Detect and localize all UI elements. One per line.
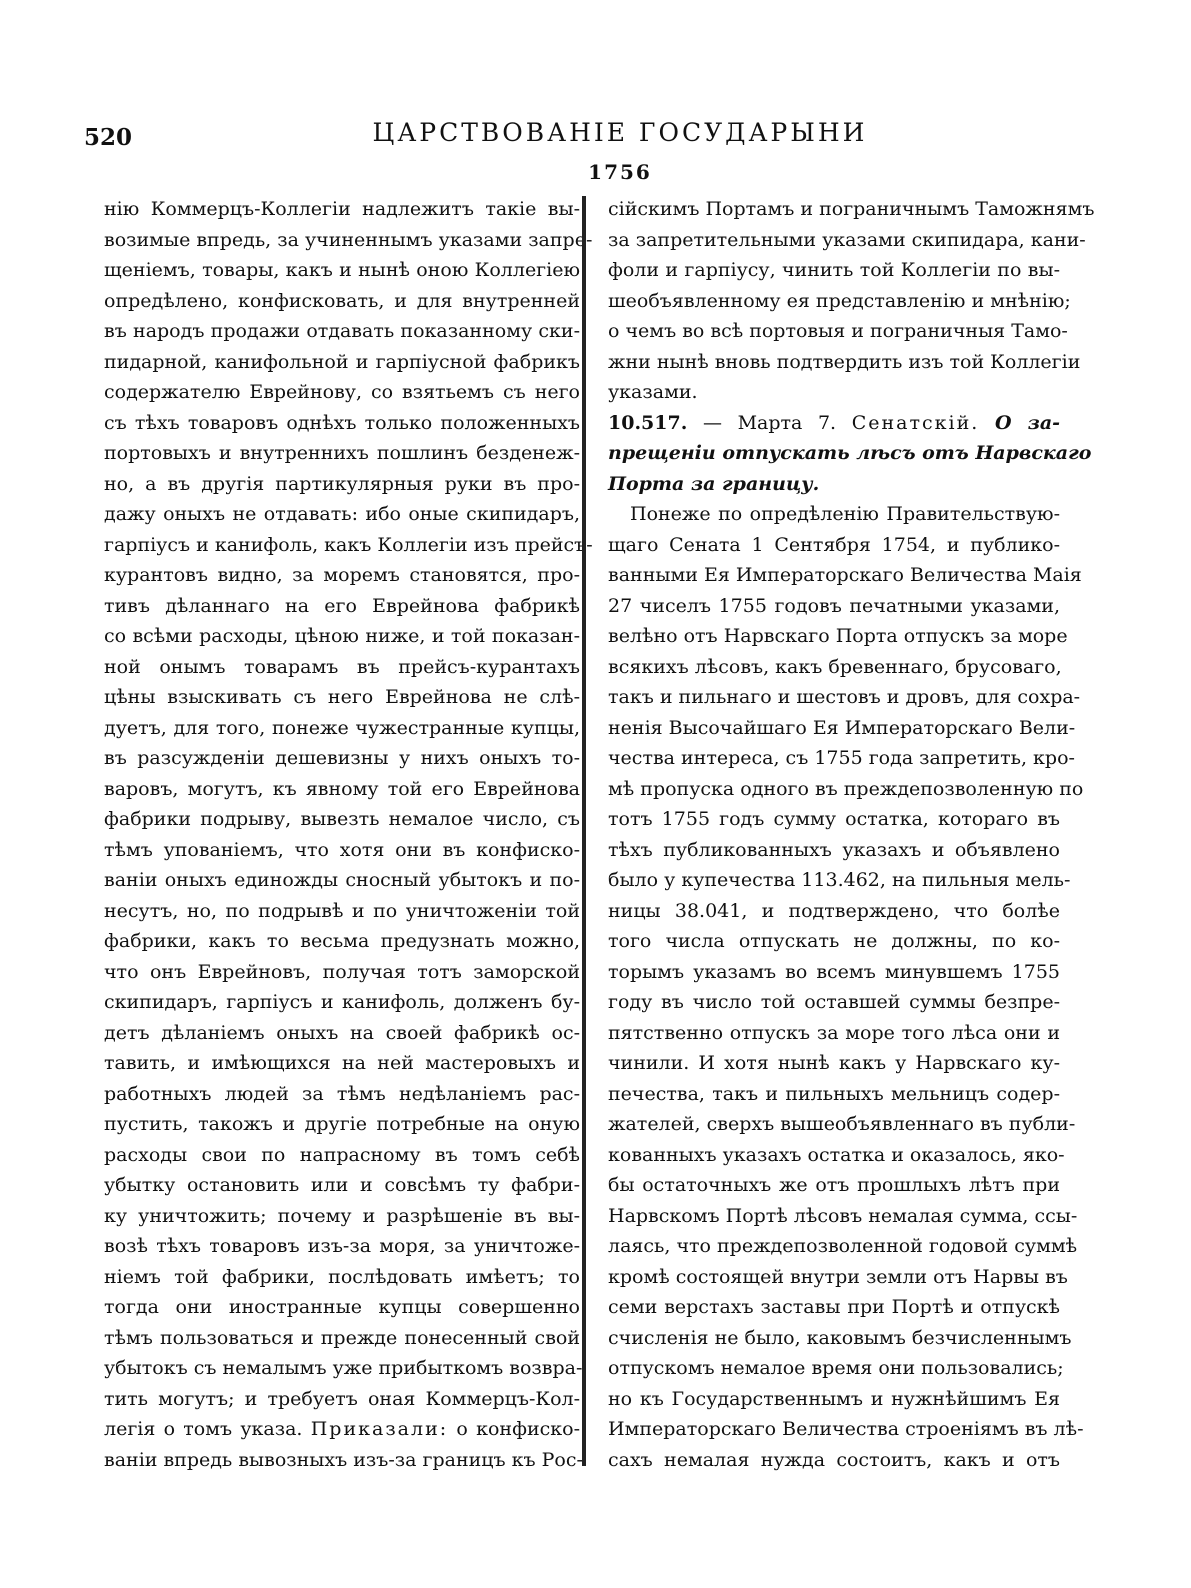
text-line: ненія Высочайшаго Ея Императорскаго Вели-: [608, 716, 1076, 739]
text-line: тить могутъ; и требуетъ оная Коммерцъ-Кол-: [104, 1387, 580, 1410]
text-line: тѣмъ пользоваться и прежде понесенный свой: [104, 1326, 580, 1349]
text-line: щаго Сената 1 Сентября 1754, и публико-: [608, 533, 1060, 556]
text-line: что онъ Еврейновъ, получая тотъ заморской: [104, 960, 580, 983]
text-line: тивъ дѣланнаго на его Еврейнова фабрикѣ: [104, 594, 580, 617]
text-line: торымъ указамъ во всемъ минувшемъ 1755: [608, 960, 1060, 983]
text-line: было у купечества 113.462, на пильныя мель-: [608, 869, 1071, 891]
text-line: Нарвскомъ Портѣ лѣсовъ немалая сумма, ссы-: [608, 1204, 1078, 1227]
entry-title: прещеніи отпускать лѣсъ отъ Нарвскаго: [608, 442, 1092, 464]
text-line: тотъ 1755 годъ сумму остатка, котораго въ: [608, 808, 1060, 830]
text-line: счисленія не было, каковымъ безчисленнымъ: [608, 1326, 1072, 1349]
text-line: лаясь, что преждепозволенной годовой суммѣ: [608, 1235, 1078, 1257]
right-column: [608, 194, 1095, 1475]
text-line: опредѣлено, конфисковать, и для внутренней: [104, 289, 580, 312]
entry-date: — Марта 7.: [702, 411, 837, 434]
text-line: тѣмъ упованіемъ, что хотя они въ конфиско-: [104, 838, 580, 861]
text-line: [104, 1414, 580, 1445]
text-line: ваніи впредь вывозныхъ изъ-за границъ къ Рос-: [104, 1448, 583, 1471]
text-line: детъ дѣланіемъ оныхъ на своей фабрикѣ ос-: [104, 1021, 580, 1044]
text-line: дажу оныхъ не отдавать: ибо оные скипидаръ,: [104, 503, 580, 525]
text-line: чества интереса, съ 1755 года запретить, кро-: [608, 747, 1075, 769]
text-line: цѣны взыскивать съ него Еврейнова не слѣ-: [104, 686, 580, 708]
text-line: Императорскаго Величества строеніямъ въ лѣ-: [608, 1418, 1084, 1440]
text-line: скипидаръ, гарпіусъ и канифоль, долженъ бу-: [104, 991, 580, 1013]
text-line: чинили. И хотя нынѣ какъ у Нарвскаго ку-: [608, 1052, 1060, 1074]
text-line: тѣхъ публикованныхъ указахъ и объявлено: [608, 838, 1060, 861]
text-line: пятственно отпускъ за море того лѣса они и: [608, 1021, 1060, 1044]
text-line: ной онымъ товарамъ въ прейсъ-курантахъ: [104, 655, 580, 678]
text-line: несутъ, но, по подрывѣ и по уничтоженіи той: [104, 899, 580, 922]
text-line: году въ число той оставшей суммы безпре-: [608, 991, 1060, 1013]
text-line: фоли и гарпіусу, чинить той Коллегіи по вы-: [608, 259, 1060, 281]
text-line: мѣ пропуска одного въ преждепозволенную по: [608, 777, 1084, 800]
text-line: щеніемъ, товары, какъ и нынѣ оною Коллегіею: [104, 259, 580, 281]
entry-type: Сенатскій.: [851, 411, 980, 434]
page-number: 520: [84, 124, 133, 151]
text-line: содержателю Еврейнову, со взятьемъ съ него: [104, 381, 580, 403]
text-line: портовыхъ и внутреннихъ пошлинъ безденеж-: [104, 442, 580, 464]
text-line: гарпіусъ и канифоль, какъ Коллегіи изъ прейсъ-: [104, 533, 593, 556]
text-line: возимые впредь, за учиненнымъ указами запре-: [104, 228, 593, 251]
year-heading: 1756: [588, 160, 652, 184]
entry-title: Порта за границу.: [608, 472, 820, 495]
text-line: но, а въ другія партикулярныя руки въ про-: [104, 472, 580, 495]
text-line: съ тѣхъ товаровъ однѣхъ только положенныхъ: [104, 411, 580, 434]
text-line: фабрики подрыву, вывезть немалое число, съ: [104, 808, 580, 830]
text-line: Понеже по опредѣленію Правительствую-: [630, 503, 1060, 525]
text-line: жни нынѣ вновь подтвердить изъ той Коллегіи: [608, 350, 1081, 373]
text-line: семи верстахъ заставы при Портѣ и отпускѣ: [608, 1296, 1060, 1318]
text-line: со всѣми расходы, цѣною ниже, и той показан-: [104, 625, 580, 647]
text-line: жателей, сверхъ вышеобъявленнаго въ публи-: [608, 1113, 1076, 1135]
text-line: ницы 38.041, и подтверждено, что болѣе: [608, 899, 1060, 922]
text-line: фабрики, какъ то весьма предузнать можно,: [104, 930, 580, 952]
text-line: возѣ тѣхъ товаровъ изъ-за моря, за уничтоже-: [104, 1235, 580, 1257]
text-line: ваніи оныхъ единожды сносный убытокъ и по-: [104, 869, 580, 891]
text-line: такъ и пильнаго и шестовъ и дровъ, для сохра-: [608, 686, 1081, 708]
entry-heading: [608, 408, 1060, 439]
text-line: тавить, и имѣющихся на ней мастеровыхъ и: [104, 1052, 580, 1074]
text-line: пидарной, канифольной и гарпіусной фабрикъ: [104, 350, 580, 373]
text-line: за запретительными указами скипидара, кани-: [608, 228, 1086, 251]
text-line: пустить, такожъ и другіе потребные на оную: [104, 1113, 580, 1135]
text-fragment: о конфиско-: [456, 1418, 580, 1440]
text-line: тогда они иностранные купцы совершенно: [104, 1296, 580, 1318]
decision-label: Приказали:: [310, 1418, 449, 1440]
text-line: 27 чиселъ 1755 годовъ печатными указами,: [608, 594, 1060, 617]
text-line: печества, такъ и пильныхъ мельницъ содер-: [608, 1082, 1060, 1105]
text-line: сахъ немалая нужда состоитъ, какъ и отъ: [608, 1448, 1060, 1471]
column-divider: [582, 196, 586, 1466]
text-line: убытку остановить или и совсѣмъ ту фабри-: [104, 1174, 580, 1196]
text-line: ніемъ той фабрики, послѣдовать имѣетъ; то: [104, 1265, 580, 1288]
text-line: кромѣ состоящей внутри земли отъ Нарвы въ: [608, 1265, 1068, 1288]
text-line: въ народъ продажи отдавать показанному ски-: [104, 320, 580, 342]
text-line: въ разсужденіи дешевизны у нихъ оныхъ то-: [104, 747, 580, 769]
text-line: нію Коммерцъ-Коллегіи надлежитъ такіе вы-: [104, 198, 580, 220]
text-line: шеобъявленному ея представленію и мнѣнію;: [608, 289, 1071, 312]
left-column: [104, 194, 593, 1475]
entry-title: О за-: [994, 411, 1061, 434]
text-fragment: легія о томъ указа.: [104, 1418, 303, 1440]
text-line: указами.: [608, 381, 698, 403]
text-line: дуетъ, для того, понеже чужестранные купцы,: [104, 716, 580, 739]
text-line: бы остаточныхъ же отъ прошлыхъ лѣтъ при: [608, 1174, 1060, 1196]
text-line: работныхъ людей за тѣмъ недѣланіемъ рас-: [104, 1082, 580, 1105]
text-line: ку уничтожить; почему и разрѣшеніе въ вы-: [104, 1204, 580, 1227]
text-line: убытокъ съ немалымъ уже прибыткомъ возвра-: [104, 1357, 583, 1379]
text-line: отпускомъ немалое время они пользовались;: [608, 1357, 1064, 1379]
text-line: того числа отпускать не должны, по ко-: [608, 930, 1060, 952]
text-line: но къ Государственнымъ и нужнѣйшимъ Ея: [608, 1387, 1060, 1410]
text-line: ванными Ея Императорскаго Величества Маія: [608, 564, 1082, 586]
running-head: ЦАРСТВОВАНІЕ ГОСУДАРЫНИ: [372, 118, 868, 147]
text-line: сійскимъ Портамъ и пограничнымъ Таможнямъ: [608, 198, 1095, 220]
text-line: расходы свои по напрасному въ томъ себѣ: [104, 1143, 580, 1166]
text-line: кованныхъ указахъ остатка и оказалось, яко-: [608, 1143, 1065, 1166]
entry-number: 10.517.: [608, 411, 688, 434]
text-line: о чемъ во всѣ портовыя и пограничныя Тамо-: [608, 320, 1068, 342]
text-line: всякихъ лѣсовъ, какъ бревеннаго, брусоваго,: [608, 655, 1062, 678]
text-line: курантовъ видно, за моремъ становятся, про-: [104, 564, 580, 586]
text-line: велѣно отъ Нарвскаго Порта отпускъ за море: [608, 625, 1068, 647]
text-line: варовъ, могутъ, къ явному той его Еврейнова: [104, 777, 580, 800]
